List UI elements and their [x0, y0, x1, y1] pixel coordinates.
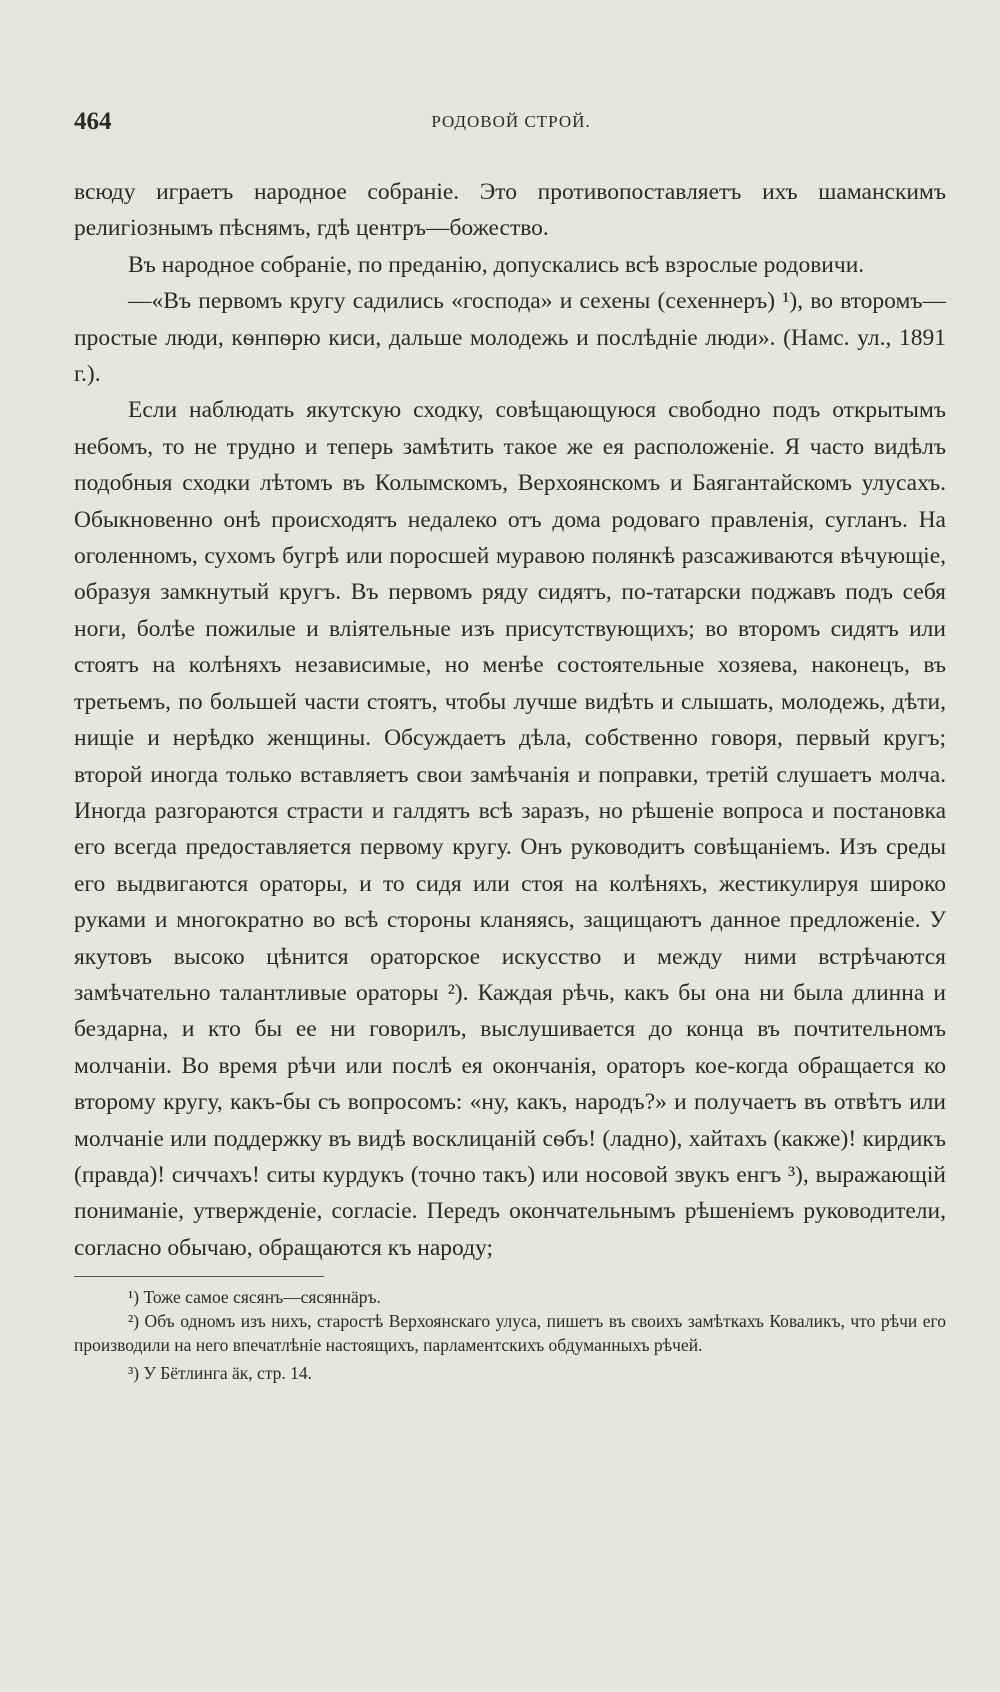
page-header [74, 108, 948, 148]
footnote-2: ²) Объ одномъ изъ нихъ, старостѣ Верхоянскаго улуса, пишетъ въ своихъ замѣткахъ Коваликъ, что рѣчи его производили на него впечатлѣніе настоящихъ, парламентскихъ обдуманныхъ рѣчей. [74, 1311, 946, 1356]
paragraph-2: Въ народное собраніе, по преданію, допускались всѣ взрослые родовичи. [128, 251, 865, 278]
paragraph-4: Если наблюдать якутскую сходку, совѣщающуюся свободно подъ открытымъ небомъ, то не трудно и теперь замѣтить такое же ея расположеніе. Я часто видѣлъ подобныя сходки лѣтомъ въ Колымскомъ, Верхоянскомъ и Баягантайскомъ улусахъ. Обыкновенно онѣ происходятъ недалеко отъ дома родоваго правленія, сугланъ. На оголенномъ, сухомъ бугрѣ или поросшей муравою полянкѣ разсаживаются вѣчующіе, образуя замкнутый кругъ. Въ первомъ ряду сидятъ, по-татарски поджавъ подъ себя ноги, болѣе пожилые и вліятельные изъ присутствующихъ; во второмъ сидятъ или стоятъ на колѣняхъ независимые, но менѣе состоятельные хозяева, наконецъ, въ третьемъ, по большей части стоятъ, чтобы лучше видѣть и слышать, молодежь, дѣти, нищіе и нерѣдко женщины. Обсуждаетъ дѣла, собственно говоря, первый кругъ; второй иногда только вставляетъ свои замѣчанія и поправки, третій слушаетъ молча. Иногда разгораются страсти и галдятъ всѣ заразъ, но рѣшеніе вопроса и постановка его всегда предоставляется первому кругу. Онъ руководитъ совѣщаніемъ. Изъ среды его выдвигаются ораторы, и то сидя или стоя на колѣняхъ, жестикулируя широко руками и многократно во всѣ стороны кланяясь, защищаютъ данное предложеніе. У якутовъ высоко цѣнится ораторское искусство и между ними встрѣчаются замѣчательно талантливые ораторы ²). Каждая рѣчь, какъ бы она ни была длинна и бездарна, и кто бы ее ни говорилъ, выслушивается до конца въ почтительномъ молчаніи. Во время рѣчи или послѣ ея окончанія, ораторъ кое-когда обращается ко второму кругу, какъ-бы съ вопросомъ: «ну, какъ, народъ?» и получаетъ въ отвѣтъ или молчаніе или поддержку въ видѣ восклицаній сѳбъ! (ладно), хайтахъ (какже)! кирдикъ (правда)! сиччахъ! ситы курдукъ (точно такъ) или носовой звукъ енгъ ³), выражающій пониманіе, утвержденіе, согласіе. Передъ окончательнымъ рѣшеніемъ руководители, согласно обычаю, обращаются къ народу; [74, 397, 946, 1261]
footnote-1: ¹) Тоже самое сясянъ—сясяннäръ. [128, 1287, 381, 1308]
page-number: 464 [74, 108, 112, 135]
paragraph-1: всюду играетъ народное собраніе. Это противопоставляетъ ихъ шаманскимъ религіознымъ пѣснямъ, гдѣ центръ—божество. [74, 179, 946, 242]
body-text [74, 174, 946, 1266]
footnotes [74, 1285, 946, 1385]
footnote-divider [74, 1276, 324, 1277]
paragraph-3: —«Въ первомъ кругу садились «господа» и сехены (сехеннеръ) ¹), во второмъ—простые люди, кѳнпѳрю киси, дальше молодежь и послѣдніе люди». (Намс. ул., 1891 г.). [74, 288, 946, 388]
running-head: РОДОВОЙ СТРОЙ. [431, 112, 591, 131]
footnote-3: ³) У Бётлинга äк, стр. 14. [128, 1363, 313, 1384]
